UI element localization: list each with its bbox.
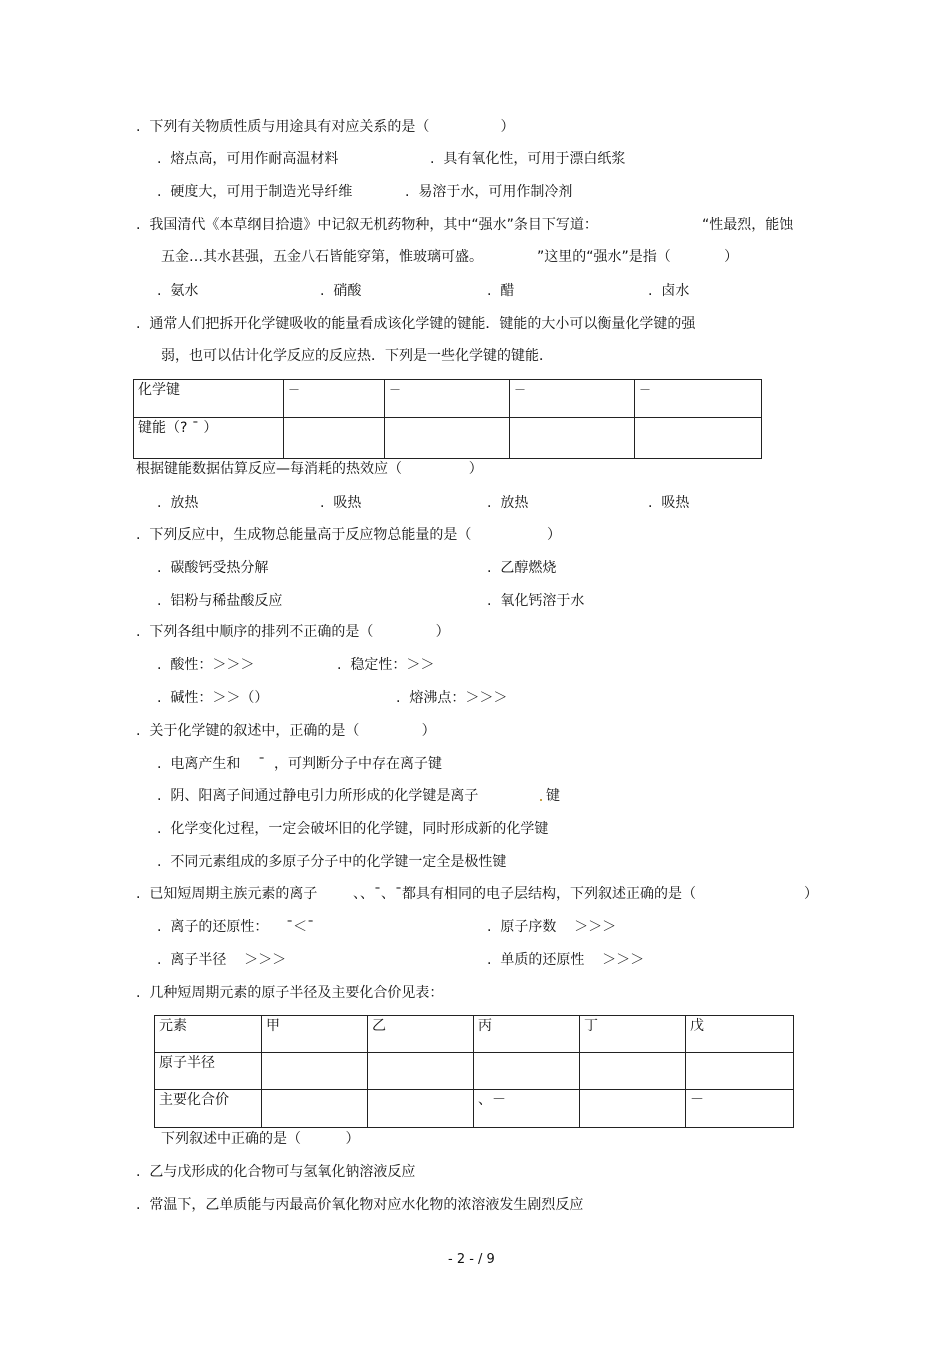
- table-cell: －: [284, 380, 385, 418]
- q3-option-c: . 放热: [487, 495, 529, 511]
- table-cell: 、－: [474, 1090, 580, 1128]
- q2-stem-line2a: 五金…其水甚强，五金八石皆能穿第，惟玻璃可盛。: [161, 249, 483, 265]
- q1-option-b: . 具有氧化性，可用于漂白纸浆: [430, 151, 626, 167]
- table-cell: [474, 1053, 580, 1090]
- page-number: - 2 - / 9: [448, 1252, 495, 1267]
- table-cell: [580, 1053, 686, 1090]
- table-cell: －: [686, 1090, 794, 1128]
- table-cell: [262, 1090, 368, 1128]
- bond-energy-table: [133, 379, 762, 459]
- q8-question: 下列叙述中正确的是（ ）: [161, 1131, 360, 1147]
- q7-option-c: . 离子半径 ＞＞＞: [157, 952, 287, 968]
- table-cell: －: [635, 380, 762, 418]
- table-cell: 甲: [262, 1016, 368, 1053]
- table-cell: －: [385, 380, 510, 418]
- table-cell: 丁: [580, 1016, 686, 1053]
- table-cell: [368, 1053, 474, 1090]
- table-cell: [580, 1090, 686, 1128]
- q6-option-d: . 不同元素组成的多原子分子中的化学键一定全是极性键: [157, 854, 507, 870]
- q4-option-d: . 氧化钙溶于水: [487, 593, 585, 609]
- table-cell: [635, 418, 762, 459]
- q5-option-c: . 碱性：＞＞（）: [157, 690, 269, 706]
- q5-stem: . 下列各组中顺序的排列不正确的是（ ）: [136, 624, 450, 640]
- q3-stem-line1: . 通常人们把拆开化学键吸收的能量看成该化学键的键能．键能的大小可以衡量化学键的强: [136, 316, 696, 332]
- table-cell: 原子半径: [155, 1053, 262, 1090]
- q3-stem-line2: 弱，也可以估计化学反应的反应热．下列是一些化学键的键能．: [161, 348, 553, 364]
- q7-option-d: . 单质的还原性 ＞＞＞: [487, 952, 645, 968]
- table-cell: [686, 1053, 794, 1090]
- element-table: [154, 1015, 794, 1128]
- q1-stem: . 下列有关物质性质与用途具有对应关系的是（ ）: [136, 119, 515, 135]
- q6-stem: . 关于化学键的叙述中，正确的是（ ）: [136, 723, 436, 739]
- q4-option-a: . 碳酸钙受热分解: [157, 560, 269, 576]
- q8-stem: . 几种短周期元素的原子半径及主要化合价见表：: [136, 985, 444, 1001]
- q3-question: 根据键能数据估算反应—每消耗的热效应（ ）: [136, 461, 483, 477]
- q2-option-a: . 氨水: [157, 283, 199, 299]
- q6-option-a: . 电离产生和 ˉ ，可判断分子中存在离子键: [157, 756, 443, 772]
- q4-stem: . 下列反应中，生成物总能量高于反应物总能量的是（ ）: [136, 527, 562, 543]
- table-cell: 乙: [368, 1016, 474, 1053]
- q5-option-a: . 酸性：＞＞＞: [157, 657, 255, 673]
- q7-stem: . 已知短周期主族元素的离子 、、ˉ、ˉ都具有相同的电子层结构，下列叙述正确的是（: [136, 886, 696, 902]
- table-cell: 化学键: [134, 380, 284, 418]
- table-cell: 丙: [474, 1016, 580, 1053]
- q3-option-b: . 吸热: [320, 495, 362, 511]
- q2-stem-line1b: “性最烈，能蚀: [702, 217, 794, 233]
- q6-option-b-part2: 键: [546, 788, 560, 804]
- q1-option-a: . 熔点高，可用作耐高温材料: [157, 151, 339, 167]
- q3-option-d: . 吸热: [648, 495, 690, 511]
- q8-option-a: . 乙与戊形成的化合物可与氢氧化钠溶液反应: [136, 1164, 416, 1180]
- q4-option-c: . 铝粉与稀盐酸反应: [157, 593, 283, 609]
- q2-option-c: . 醋: [487, 283, 515, 299]
- stray-mark: [540, 799, 542, 801]
- q1-option-d: . 易溶于水，可用作制冷剂: [405, 184, 573, 200]
- table-cell: 元素: [155, 1016, 262, 1053]
- table-cell: [262, 1053, 368, 1090]
- table-cell: 主要化合价: [155, 1090, 262, 1128]
- table-cell: 键能（? ˉ ）: [134, 418, 284, 459]
- q7-stem-close: ）: [804, 886, 818, 902]
- table-cell: [385, 418, 510, 459]
- q2-stem-line2b: ”这里的“强水”是指（ ）: [537, 249, 739, 265]
- q8-option-b: . 常温下，乙单质能与丙最高价氧化物对应水化物的浓溶液发生剧烈反应: [136, 1197, 584, 1213]
- table-cell: [510, 418, 635, 459]
- q5-option-b: . 稳定性：＞＞: [337, 657, 435, 673]
- q4-option-b: . 乙醇燃烧: [487, 560, 557, 576]
- q2-option-d: . 卤水: [648, 283, 690, 299]
- q2-option-b: . 硝酸: [320, 283, 362, 299]
- q3-option-a: . 放热: [157, 495, 199, 511]
- table-cell: [284, 418, 385, 459]
- table-cell: [368, 1090, 474, 1128]
- q5-option-d: . 熔沸点：＞＞＞: [396, 690, 508, 706]
- q6-option-c: . 化学变化过程，一定会破坏旧的化学键，同时形成新的化学键: [157, 821, 549, 837]
- q1-option-c: . 硬度大，可用于制造光导纤维: [157, 184, 353, 200]
- q7-option-a: . 离子的还原性： ˉ＜ˉ: [157, 919, 315, 935]
- q2-stem-line1a: . 我国清代《本草纲目拾遗》中记叙无机药物种，其中“强水”条目下写道：: [136, 217, 598, 233]
- q6-option-b-part1: . 阴、阳离子间通过静电引力所形成的化学键是离子: [157, 788, 479, 804]
- table-cell: －: [510, 380, 635, 418]
- q7-option-b: . 原子序数 ＞＞＞: [487, 919, 617, 935]
- table-cell: 戊: [686, 1016, 794, 1053]
